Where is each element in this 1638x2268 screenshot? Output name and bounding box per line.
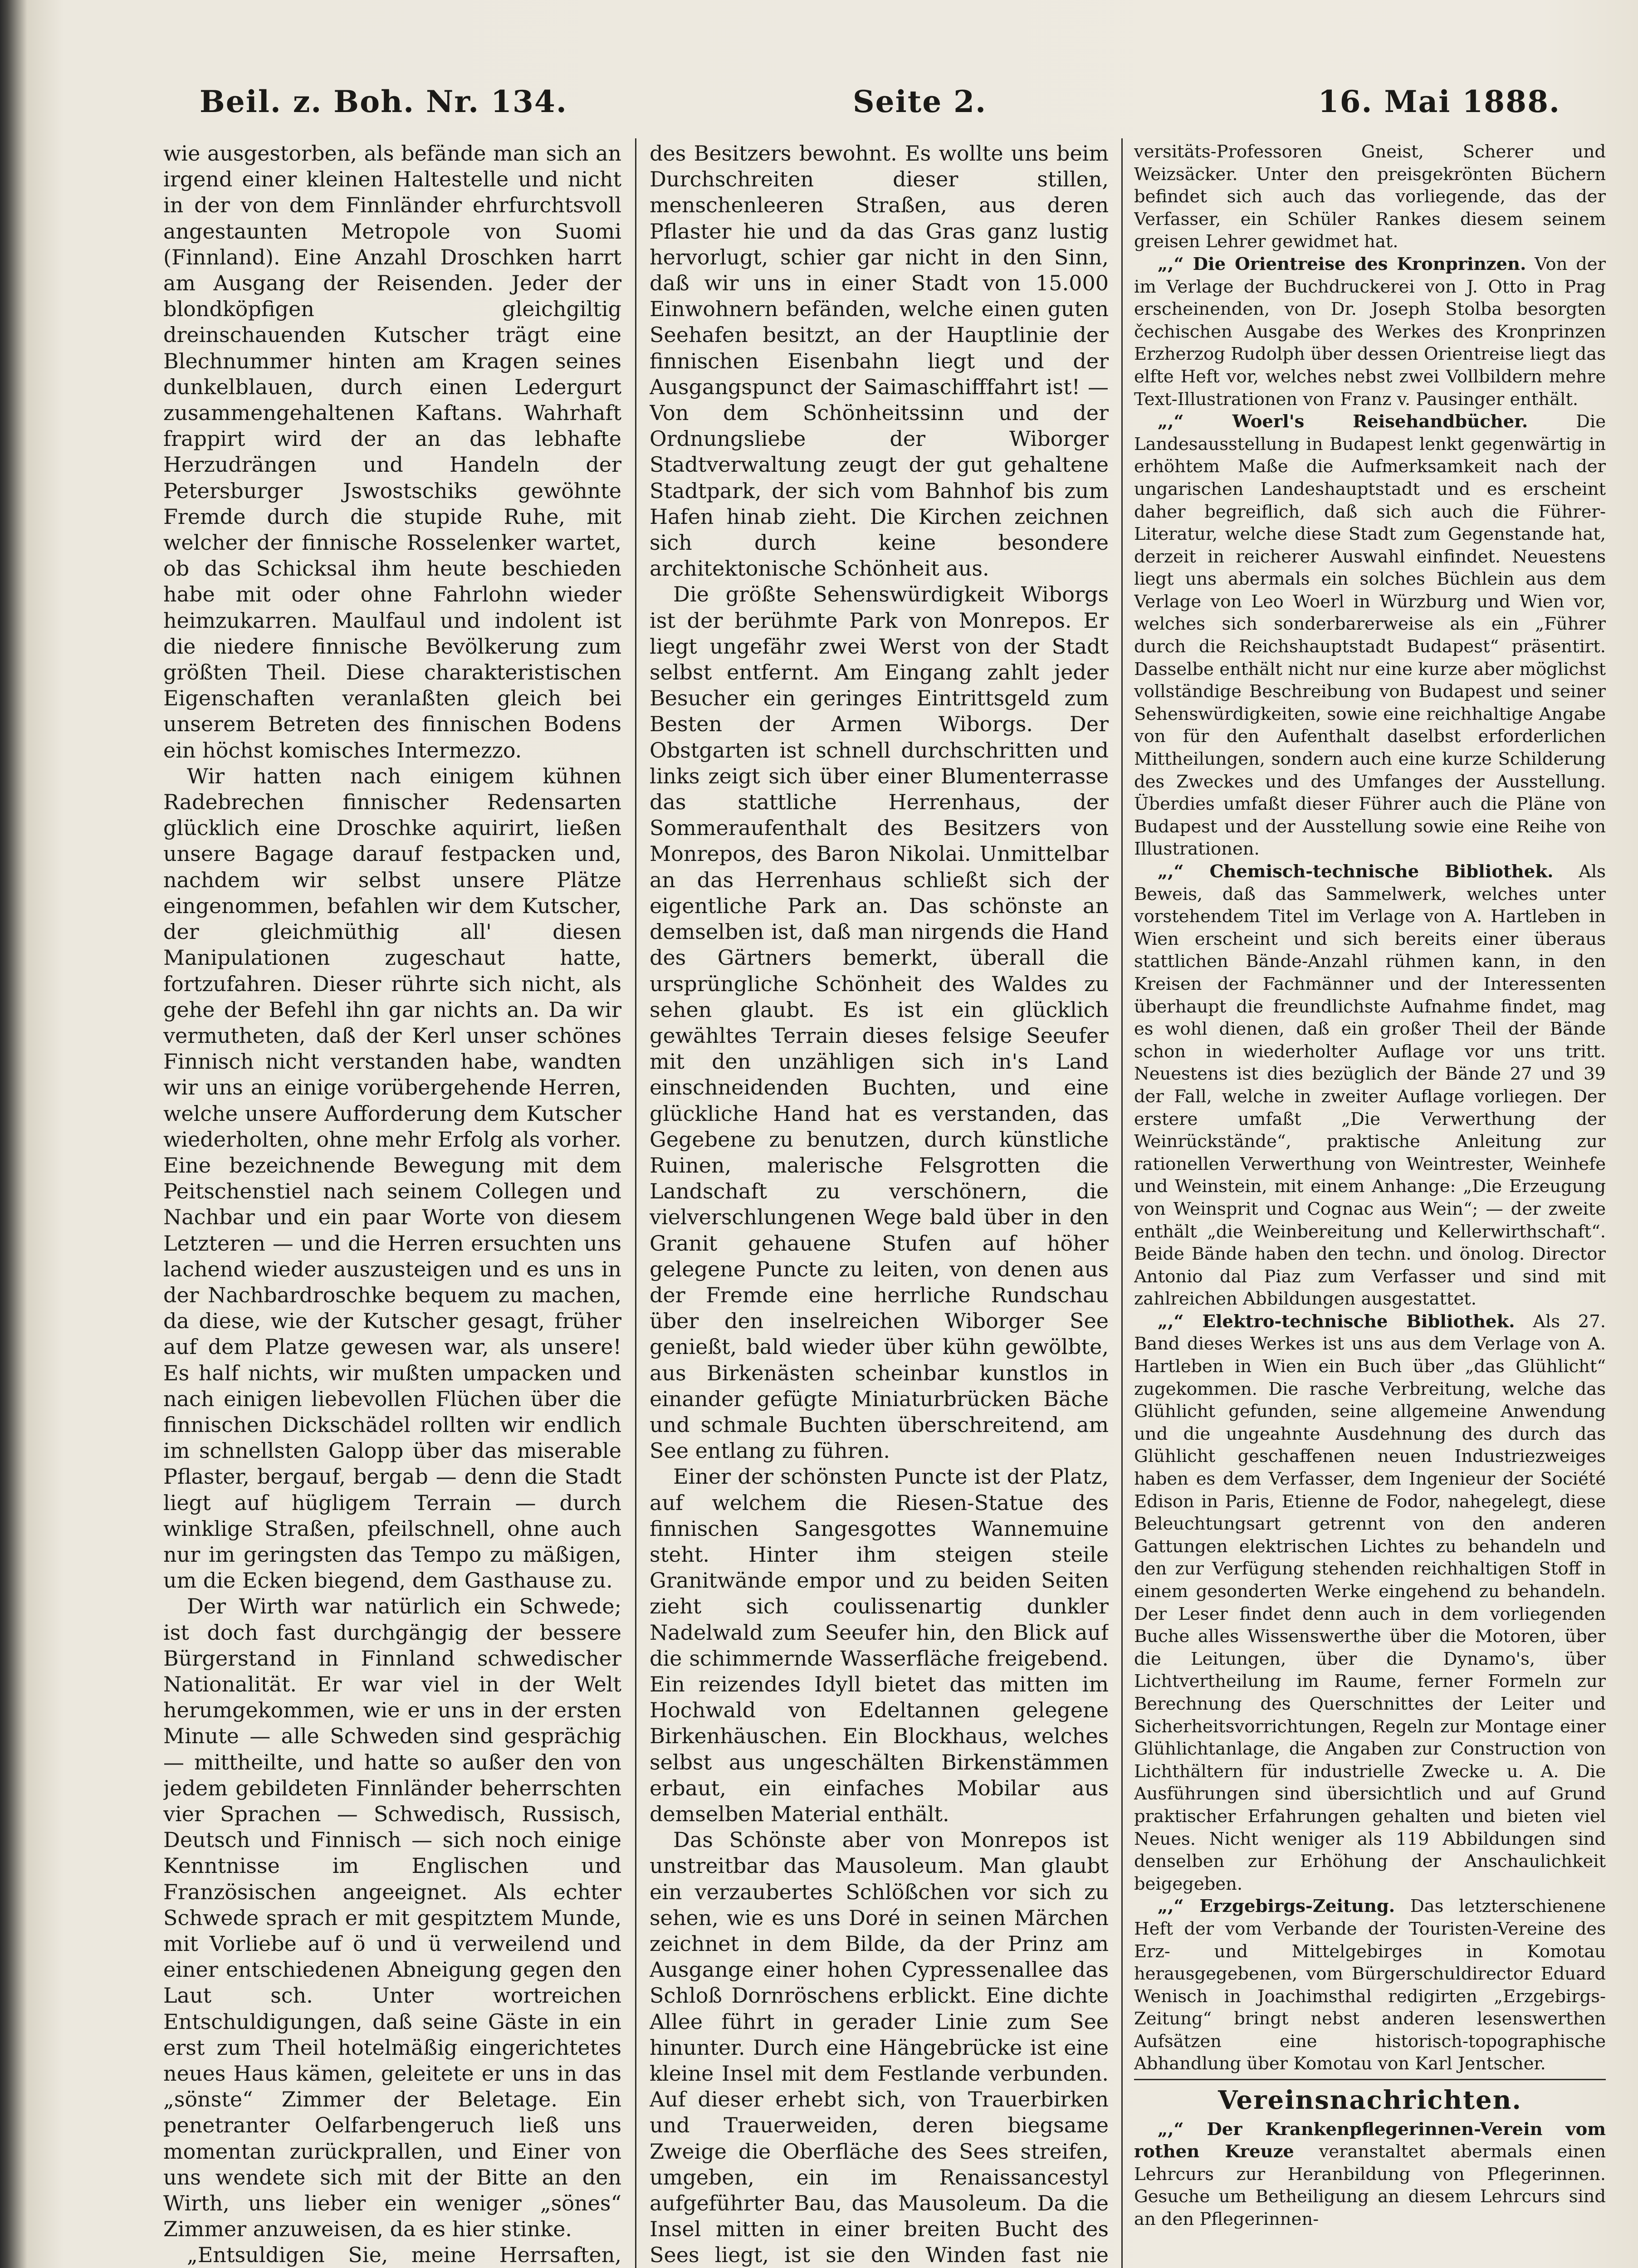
column-3	[1134, 141, 1606, 2268]
paragraph: Das Schönste aber von Monrepos ist unstreitbar das Mausoleum. Man glaubt ein verzaubertes Schlößchen vor sich zu sehen, wie es uns Doré in seinen Märchen zeichnet in dem Bilde, da der Prinz am Ausgange einer hohen Cypressenallee das Schloß Dornröschens erblickt. Eine dichte Allee führt in gerader Linie zum See hinunter. Durch eine Hängebrücke ist eine kleine Insel mit dem Festlande verbunden. Auf dieser erhebt sich, von Trauerbirken und Trauerweiden, deren biegsame Zweige die Oberfläche des Sees streifen, umgeben, ein im Renaissancestyl aufgeführter Bau, das Mausoleum. Da die Insel mitten in einer breiten Bucht des Sees liegt, ist sie den Winden fast nie	[650, 1828, 1109, 2268]
review-text: Die Landesausstellung in Budapest lenkt gegenwärtig in erhöhtem Maße die Aufmerksamkeit nach der ungarischen Landeshauptstadt und es erscheint daher begreiflich, daß sich auch die Führer-Literatur, welche diese Stadt zum Gegenstande hat, derzeit in reicherer Auswahl einfindet. Neuestens liegt uns abermals ein solches Büchlein aus dem Verlage von Leo Woerl in Würzburg und Wien vor, welches sich sonderbarerweise als ein „Führer durch die Reichshauptstadt Budapest“ präsentirt. Dasselbe enthält nicht nur eine kurze aber möglichst vollständige Beschreibung von Budapest und seiner Sehenswürdigkeiten, sowie eine reichhaltige Angabe von für den Aufenthalt daselbst erforderlichen Mittheilungen, sondern auch eine kurze Schilderung des Zweckes und des Umfanges der Ausstellung. Überdies umfaßt dieser Führer auch die Pläne von Budapest und der Ausstellung sowie eine Reihe von Illustrationen.	[1134, 411, 1606, 860]
paragraph: wie ausgestorben, als befände man sich an irgend einer kleinen Haltestelle und nicht in der von dem Finnländer ehrfurchtsvoll angestaunten Metropole von Suomi (Finnland). Eine Anzahl Droschken harrt am Ausgang der Reisenden. Jeder der blondköpfigen gleichgiltig dreinschauenden Kutscher trägt eine Blechnummer hinten am Kragen seines dunkelblauen, durch einen Ledergurt zusammengehaltenen Kaftans. Wahrhaft frappirt wird der an das lebhafte Herzudrängen und Handeln der Petersburger Jswostschiks gewöhnte Fremde durch die stupide Ruhe, mit welcher der finnische Rosselenker wartet, ob das Schicksal ihm heute beschieden habe mit oder ohne Fahrlohn wieder heimzukarren. Maulfaul und indolent ist die niedere finnische Bevölkerung zum größten Theil. Diese charakteristischen Eigenschaften veranlaßten gleich bei unserem Betreten des finnischen Bodens ein höchst komisches Intermezzo.	[163, 141, 621, 763]
supplement-number: Beil. z. Boh. Nr. 134.	[200, 84, 567, 119]
section-rule	[1134, 2079, 1606, 2080]
review-text: Das letzterschienene Heft der vom Verbande der Touristen-Vereine des Erz- und Mittelgebirges in Komotau herausgegebenen, vom Bürgerschuldirector Eduard Wenisch in Joachimsthal redigirten „Erzgebirgs-Zeitung“ bringt nebst anderen lesenswerthen Aufsätzen eine historisch-topographische Abhandlung über Komotau von Karl Jentscher.	[1134, 1896, 1606, 2074]
paragraph: „Entsuldigen Sie, meine Herrsaften,	[187, 2243, 621, 2268]
review-text: Als Beweis, daß das Sammelwerk, welches unter vorstehendem Titel im Verlage von A. Hartleben in Wien erscheint und sich bereits einer überaus stattlichen Bände-Anzahl rühmen kann, in den Kreisen der Fachmänner und der Interessenten überhaupt die freundlichste Aufnahme findet, mag es wohl dienen, daß ein großer Theil der Bände schon in wiederholter Auflage vor uns tritt. Neuestens ist dies bezüglich der Bände 27 und 39 der Fall, welche in zweiter Auflage vorliegen. Der erstere umfaßt „Die Verwerthung der Weinrückstände“, praktische Anleitung zur rationellen Verwerthung von Weintrester, Weinhefe und Weinstein, mit einem Anhange: „Die Erzeugung von Weinsprit und Cognac aus Wein“; — der zweite enthält „die Weinbereitung und Kellerwirthschaft“. Beide Bände haben den techn. und önolog. Director Antonio dal Piaz zum Verfasser und sind mit zahlreichen Abbildungen ausgestattet.	[1134, 861, 1606, 1310]
column-1	[163, 141, 621, 2268]
paragraph: versitäts-Professoren Gneist, Scherer und Weizsäcker. Unter den preisgekrönten Büchern befindet sich auch das vorliegende, das der Verfasser, ein Schüler Rankes diesem seinem greisen Lehrer gewidmet hat.	[1134, 142, 1606, 252]
paragraph: Einer der schönsten Puncte ist der Platz, auf welchem die Riesen-Statue des finnischen Sangesgottes Wannemuine steht. Hinter ihm steigen steile Granitwände empor und zu beiden Seiten zieht sich coulissenartig dunkler Nadelwald zum Seeufer hin, den Blick auf die schimmernde Wasserfläche freigebend. Ein reizendes Idyll bietet das mitten im Hochwald von Edeltannen gelegene Birkenhäuschen. Ein Blockhaus, welches selbst aus ungeschälten Birkenstämmen erbaut, ein einfaches Mobilar aus demselben Material enthält.	[650, 1464, 1109, 1826]
club-notice	[1134, 2118, 1606, 2231]
paragraph: Der Wirth war natürlich ein Schwede; ist doch fast durchgängig der bessere Bürgerstand in Finnland schwedischer Nationalität. Er war viel in der Welt herumgekommen, wie er uns in der ersten Minute — alle Schweden sind gesprächig — mittheilte, und hatte so außer den von jedem gebildeten Finnländer beherrschten vier Sprachen — Schwedisch, Russisch, Deutsch und Finnisch — sich noch einige Kenntnisse im Englischen und Französischen angeeignet. Als echter Schwede sprach er mit gespitztem Munde, mit Vorliebe auf ö und ü verweilend und einer entschiedenen Abneigung gegen den Laut sch. Unter wortreichen Entschuldigungen, daß seine Gäste in ein erst zum Theil hotelmäßig eingerichtetes neues Haus kämen, geleitete er uns in das „sönste“ Zimmer der Beletage. Ein penetranter Oelfarbengeruch ließ uns momentan zurückprallen, und Einer von uns wendete sich mit der Bitte an den Wirth, uns lieber ein weniger „sönes“ Zimmer anzuweisen, da es hier stinke.	[163, 1594, 621, 2242]
page-number: Seite 2.	[853, 84, 987, 119]
issue-date: 16. Mai 1888.	[1318, 84, 1560, 119]
review-title: „,“ Woerl's Reisehandbücher.	[1158, 411, 1528, 432]
column-divider	[1121, 138, 1123, 2268]
book-review	[1134, 860, 1606, 1310]
column-divider	[635, 138, 636, 2268]
book-review	[1134, 1310, 1606, 1895]
review-title: „,“ Erzgebirgs-Zeitung.	[1158, 1896, 1395, 1917]
review-text: Als 27. Band dieses Werkes ist uns aus dem Verlage von A. Hartleben in Wien ein Buch über „das Glühlicht“ zugekommen. Die rasche Verbreitung, welche das Glühlicht gefunden, seine allgemeine Anwendung und die ungeahnte Ausdehnung des durch das Glühlicht geschaffenen neuen Industriezweiges haben es dem Verfasser, dem Ingenieur der Société Edison in Paris, Etienne de Fodor, nahegelegt, diese Beleuchtungsart getrennt von den anderen Gattungen elektrischen Lichtes zu behandeln und den zur Verfügung stehenden reichhaltigen Stoff in einem gesonderten Werke eingehend zu behandeln. Der Leser findet denn auch in dem vorliegenden Buche alles Wissenswerthe über die Motoren, über die Leitungen, über die Dynamo's, über Lichtvertheilung im Raume, ferner Formeln zur Berechnung des Querschnittes der Leiter und Sicherheitsvorrichtungen, Regeln zur Montage einer Glühlichtanlage, die Angaben zur Construction von Lichthältern für industrielle Zwecke u. A. Die Ausführungen sind übersichtlich und auf Grund praktischer Erfahrungen gehalten und bieten viel Neues. Nicht weniger als 119 Abbildungen sind denselben zur Erhöhung der Anschaulichkeit beigegeben.	[1134, 1311, 1606, 1894]
review-title: „,“ Die Orientreise des Kronprinzen.	[1158, 254, 1526, 274]
page-header	[200, 84, 1560, 125]
book-review	[1134, 1895, 1606, 2075]
book-review	[1134, 253, 1606, 411]
book-review	[1134, 411, 1606, 860]
section-heading-vereinsnachrichten: Vereinsnachrichten.	[1218, 2085, 1522, 2116]
review-title: „,“ Chemisch-technische Bibliothek.	[1158, 861, 1554, 882]
review-title: „,“ Elektro-technische Bibliothek.	[1158, 1311, 1515, 1332]
paragraph: des Besitzers bewohnt. Es wollte uns beim Durchschreiten dieser stillen, menschenleeren Straßen, aus deren Pflaster hie und da das Gras ganz lustig hervorlugt, schier gar nicht in den Sinn, daß wir uns in einer Stadt von 15.000 Einwohnern befänden, welche einen guten Seehafen besitzt, an der Hauptlinie der finnischen Eisenbahn liegt und der Ausgangspunct der Saimaschifffahrt ist! — Von dem Schönheitssinn und der Ordnungsliebe der Wiborger Stadtverwaltung zeugt der gut gehaltene Stadtpark, der sich vom Bahnhof bis zum Hafen hinab zieht. Die Kirchen zeichnen sich durch keine besondere architektonische Schönheit aus.	[650, 141, 1109, 581]
paragraph: Die größte Sehenswürdigkeit Wiborgs ist der berühmte Park von Monrepos. Er liegt ungefähr zwei Werst von der Stadt selbst entfernt. Am Eingang zahlt jeder Besucher ein geringes Eintrittsgeld zum Besten der Armen Wiborgs. Der Obstgarten ist schnell durchschritten und links zeigt sich über einer Blumenterrasse das stattliche Herrenhaus, der Sommeraufenthalt des Besitzers von Monrepos, des Baron Nikolai. Unmittelbar an das Herrenhaus schließt sich der eigentliche Park an. Das schönste an demselben ist, daß man nirgends die Hand des Gärtners bemerkt, überall die ursprüngliche Schönheit des Waldes zu sehen glaubt. Es ist ein glücklich gewähltes Terrain dieses felsige Seeufer mit den unzähligen sich in's Land einschneidenden Buchten, und eine glückliche Hand hat es verstanden, das Gegebene zu benutzen, durch künstliche Ruinen, malerische Felsgrotten die Landschaft zu verschönern, die vielverschlungenen Wege bald über in den Granit gehauene Stufen auf höher gelegene Puncte zu leiten, von denen aus der Fremde eine herrliche Rundschau über den inselreichen Wiborger See genießt, bald wieder über kühn gewölbte, aus Birkenästen scheinbar kunstlos in einander gefügte Miniaturbrücken Bäche und schmale Buchten überschreitend, am See entlang zu führen.	[650, 582, 1109, 1463]
column-2	[650, 141, 1109, 2268]
notice-title: „,“ Der Krankenpflegerinnen-Verein vom rothen Kreuze	[1134, 2119, 1606, 2162]
review-text: Von der im Verlage der Buchdruckerei von J. Otto in Prag erscheinenden, von Dr. Joseph Stolba besorgten čechischen Ausgabe des Werkes des Kronprinzen Erzherzog Rudolph über dessen Orientreise liegt das elfte Heft vor, welches nebst zwei Vollbildern mehre Text-Illustrationen von Franz v. Pausinger enthält.	[1134, 254, 1606, 410]
paragraph: Wir hatten nach einigem kühnen Radebrechen finnischer Redensarten glücklich eine Droschke aquirirt, ließen unsere Bagage darauf festpacken und, nachdem wir selbst unsere Plätze eingenommen, befahlen wir dem Kutscher, der gleichmüthig all' diesen Manipulationen zugeschaut hatte, fortzufahren. Dieser rührte sich nicht, als gehe der Befehl ihn gar nichts an. Da wir vermutheten, daß der Kerl unser schönes Finnisch nicht verstanden habe, wandten wir uns an einige vorübergehende Herren, welche unsere Aufforderung dem Kutscher wiederholten, ohne mehr Erfolg als vorher. Eine bezeichnende Bewegung mit dem Peitschenstiel nach seinem Collegen und Nachbar und ein paar Worte von diesem Letzteren — und die Herren ersuchten uns lachend wieder auszusteigen und es uns in der Nachbardroschke bequem zu machen, da diese, wie der Kutscher gesagt, früher auf dem Platze gewesen war, als unsere! Es half nichts, wir mußten umpacken und nach einigen liebevollen Flüchen über die finnischen Dickschädel rollten wir endlich im schnellsten Galopp über das miserable Pflaster, bergauf, bergab — denn die Stadt liegt auf hügligem Terrain — durch winklige Straßen, pfeilschnell, ohne auch nur im geringsten das Tempo zu mäßigen, um die Ecken biegend, dem Gasthause zu.	[163, 763, 621, 1593]
notice-text: veranstaltet abermals einen Lehrcurs zur Heranbildung von Pflegerinnen. Gesuche um Betheiligung an diesem Lehrcurs sind an den Pflegerinnen-	[1134, 2141, 1606, 2230]
